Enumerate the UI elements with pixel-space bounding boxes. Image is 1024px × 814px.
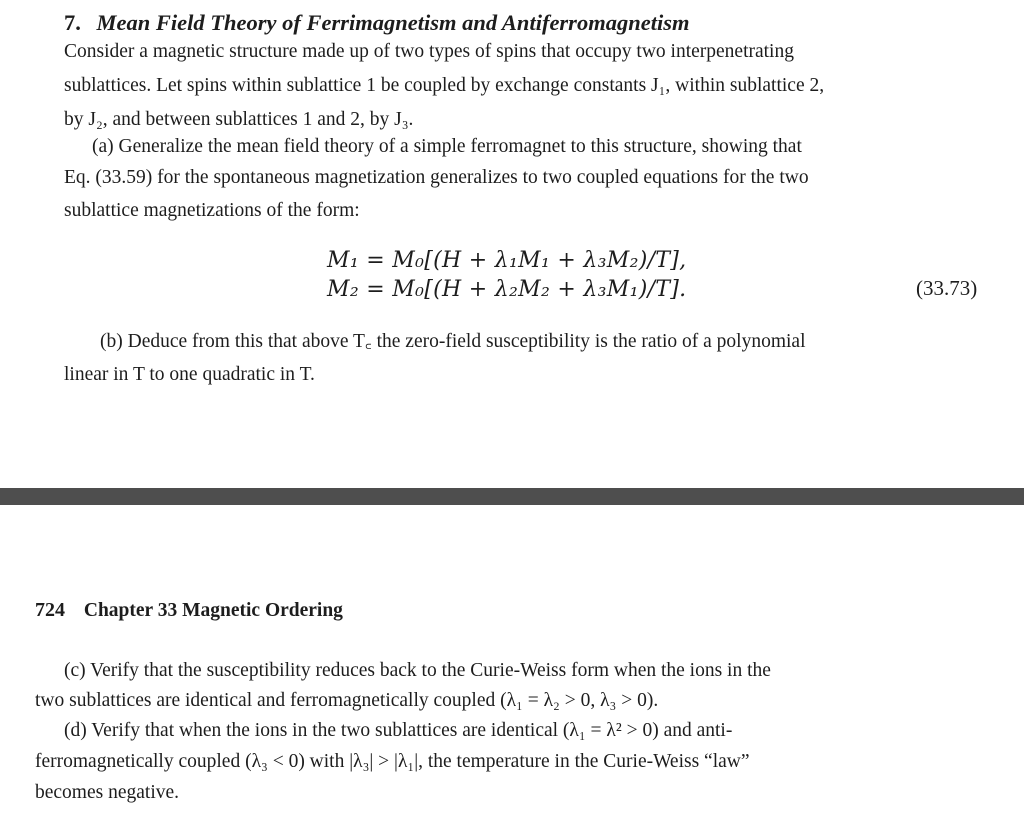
problem-title	[64, 10, 689, 36]
part-d-line-3: becomes negative.	[35, 782, 180, 803]
equation-1: M₁ = M₀[(H + λ₁M₁ + λ₃M₂)/T],	[327, 248, 687, 273]
intro-line-1: Consider a magnetic structure made up of two types of spins that occupy two interpenetrating	[64, 41, 794, 62]
part-c-line-2: two sublattices are identical and ferromagnetically coupled (λ₁ = λ₂ > 0, λ₃ > 0).	[35, 690, 659, 711]
equation-2: M₂ = M₀[(H + λ₂M₂ + λ₃M₁)/T].	[327, 277, 687, 302]
page-divider	[0, 488, 1024, 505]
part-b-line-1: (b) Deduce from this that above T꜀ the zero-field susceptibility is the ratio of a polynomial	[100, 331, 806, 352]
page-number: 724	[35, 599, 65, 621]
part-a-line-2: Eq. (33.59) for the spontaneous magnetization generalizes to two coupled equations for the two	[64, 167, 809, 188]
page-bottom	[0, 505, 1024, 814]
chapter-title: Chapter 33 Magnetic Ordering	[83, 600, 343, 621]
page-header	[35, 599, 343, 622]
intro-line-3: by J₂, and between sublattices 1 and 2, by J₃.	[64, 109, 414, 130]
equation-number: (33.73)	[916, 276, 978, 300]
part-a-line-1: (a) Generalize the mean field theory of a simple ferromagnet to this structure, showing that	[92, 136, 802, 157]
part-d-line-2: ferromagnetically coupled (λ₃ < 0) with |λ₃| > |λ₁|, the temperature in the Curie-Weiss “law”	[35, 751, 750, 772]
part-b-line-2: linear in T to one quadratic in T.	[64, 364, 315, 385]
problem-title-text: Mean Field Theory of Ferrimagnetism and Antiferromagnetism	[96, 10, 690, 35]
problem-number: 7.	[64, 10, 81, 35]
part-c-line-1: (c) Verify that the susceptibility reduces back to the Curie-Weiss form when the ions in the	[64, 660, 771, 681]
intro-line-2: sublattices. Let spins within sublattice 1 be coupled by exchange constants J₁, within sublattice 2,	[64, 75, 825, 96]
part-a-line-3: sublattice magnetizations of the form:	[64, 200, 360, 221]
part-d-line-1: (d) Verify that when the ions in the two sublattices are identical (λ₁ = λ² > 0) and anti-	[64, 720, 733, 741]
